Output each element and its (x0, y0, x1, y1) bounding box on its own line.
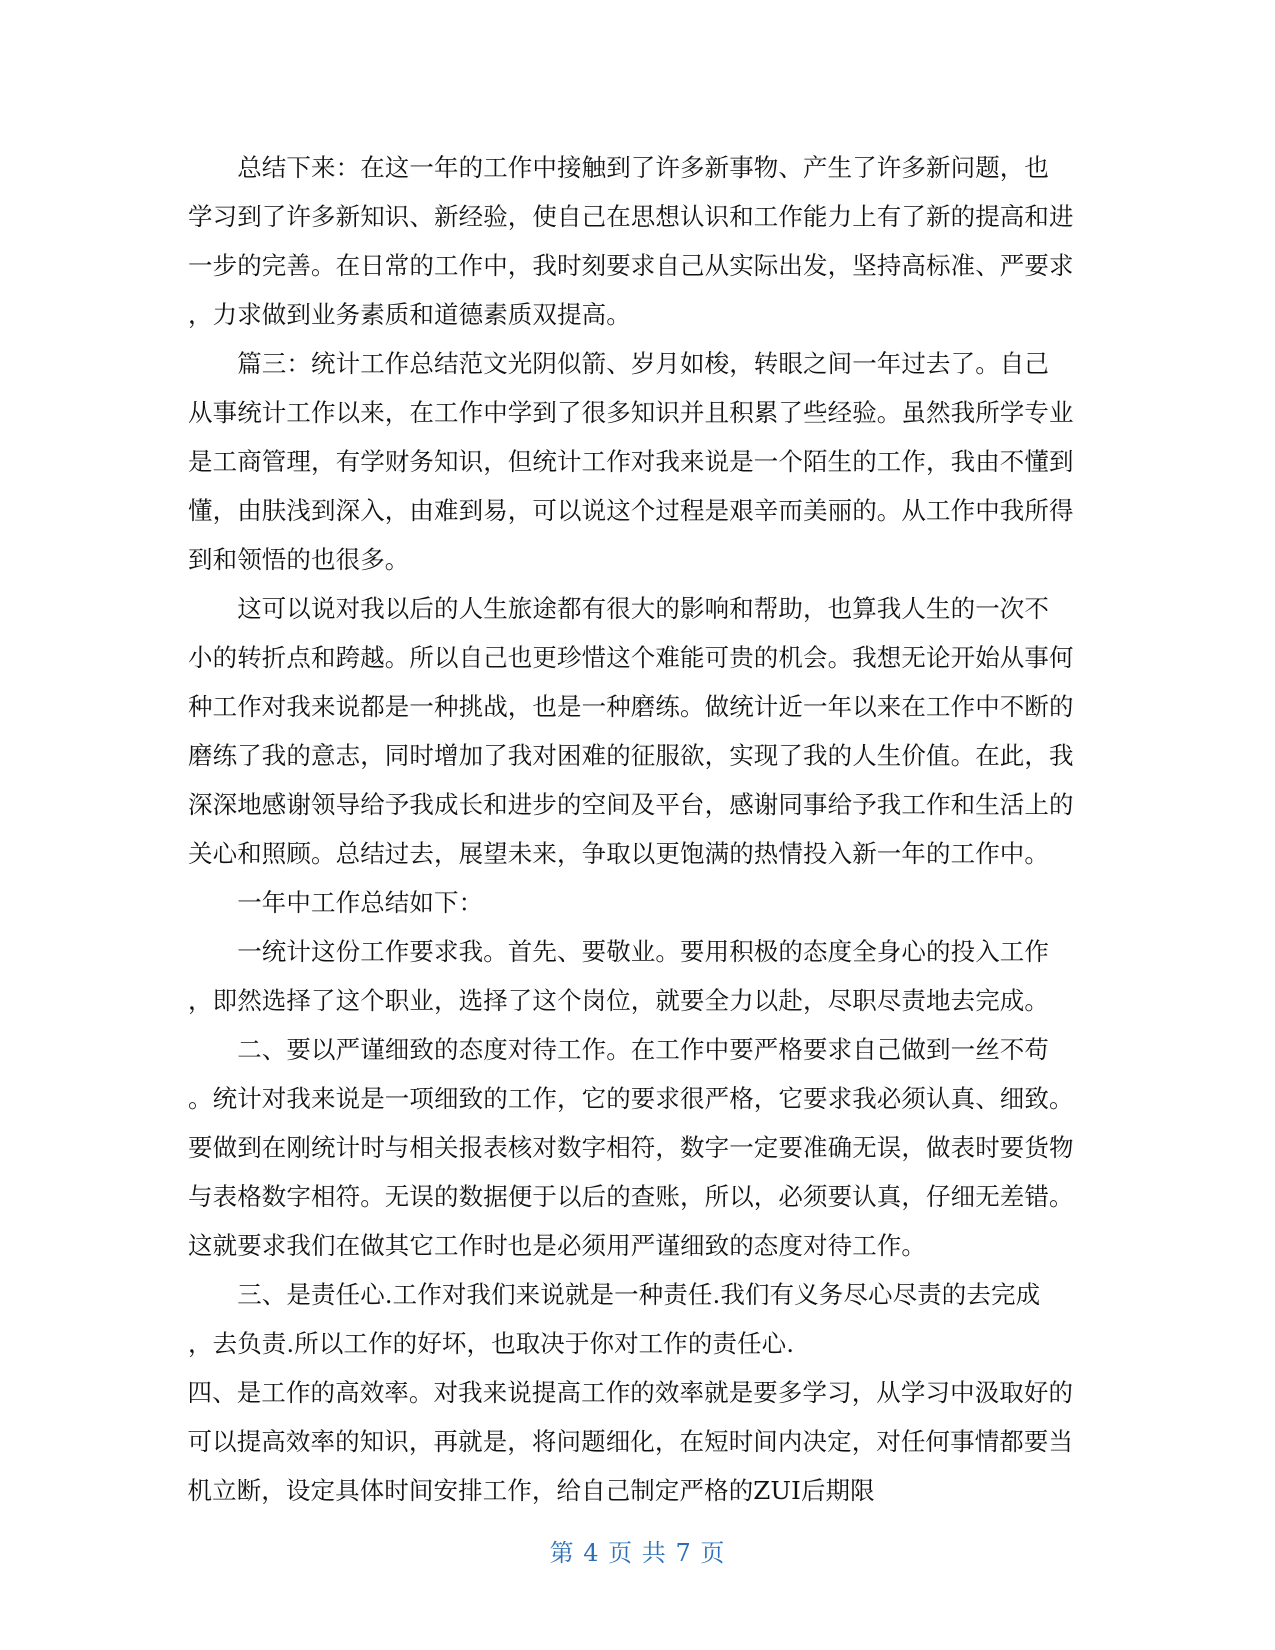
text-line: 一年中工作总结如下： (188, 888, 484, 917)
text-line: 三、是责任心.工作对我们来说就是一种责任.我们有义务尽心尽责的去完成 (188, 1280, 1041, 1309)
text-line: 总结下来：在这一年的工作中接触到了许多新事物、产生了许多新问题，也 (188, 153, 1049, 182)
text-line: 二、要以严谨细致的态度对待工作。在工作中要严格要求自己做到一丝不苟 (188, 1035, 1049, 1064)
paragraph-point-one (188, 927, 1088, 1025)
text-line: 关心和照顾。总结过去，展望未来，争取以更饱满的热情投入新一年的工作中。 (188, 839, 1049, 868)
text-line: 可以提高效率的知识，再就是，将问题细化，在短时间内决定，对任何事情都要当 (187, 1427, 1074, 1456)
text-line: 深深地感谢领导给予我成长和进步的空间及平台，感谢同事给予我工作和生活上的 (188, 790, 1074, 819)
text-line: 磨练了我的意志，同时增加了我对困难的征服欲，实现了我的人生价值。在此，我 (188, 741, 1074, 770)
text-line: 机立断，设定具体时间安排工作，给自己制定严格的ZUI后期限 (187, 1476, 875, 1505)
paragraph-chapter-three (188, 339, 1088, 584)
text-line: 从事统计工作以来，在工作中学到了很多知识并且积累了些经验。虽然我所学专业 (188, 398, 1074, 427)
paragraph-summary (188, 143, 1088, 339)
text-line: ，即然选择了这个职业，选择了这个岗位，就要全力以赴，尽职尽责地去完成。 (188, 986, 1049, 1015)
paragraph-point-two (188, 1025, 1088, 1270)
text-line: 小的转折点和跨越。所以自己也更珍惜这个难能可贵的机会。我想无论开始从事何 (188, 643, 1074, 672)
text-line: 是工商管理，有学财务知识，但统计工作对我来说是一个陌生的工作，我由不懂到 (188, 447, 1074, 476)
text-line: 一步的完善。在日常的工作中，我时刻要求自己从实际出发，坚持高标准、严要求 (188, 251, 1074, 280)
text-line: 一统计这份工作要求我。首先、要敬业。要用积极的态度全身心的投入工作 (188, 937, 1049, 966)
text-line: 这就要求我们在做其它工作时也是必须用严谨细致的态度对待工作。 (188, 1231, 926, 1260)
text-line: 学习到了许多新知识、新经验，使自己在思想认识和工作能力上有了新的提高和进 (188, 202, 1074, 231)
text-line: 四、是工作的高效率。对我来说提高工作的效率就是要多学习，从学习中汲取好的 (187, 1378, 1074, 1407)
text-line: ，力求做到业务素质和道德素质双提高。 (188, 300, 631, 329)
text-line: 。统计对我来说是一项细致的工作，它的要求很严格，它要求我必须认真、细致。 (188, 1084, 1074, 1113)
page-number-footer: 第 4 页 共 7 页 (549, 1539, 726, 1567)
text-line: 篇三：统计工作总结范文光阴似箭、岁月如梭，转眼之间一年过去了。自己 (188, 349, 1049, 378)
text-line: 要做到在刚统计时与相关报表核对数字相符，数字一定要准确无误，做表时要货物 (188, 1133, 1074, 1162)
text-line: 这可以说对我以后的人生旅途都有很大的影响和帮助，也算我人生的一次不 (188, 594, 1049, 623)
paragraph-life-journey (188, 584, 1088, 878)
paragraph-point-three (188, 1270, 1088, 1368)
paragraph-point-four (188, 1368, 1088, 1515)
document-body (188, 143, 1088, 1515)
text-line: 到和领悟的也很多。 (188, 545, 410, 574)
text-line: 与表格数字相符。无误的数据便于以后的查账，所以，必须要认真，仔细无差错。 (188, 1182, 1074, 1211)
text-line: 种工作对我来说都是一种挑战，也是一种磨练。做统计近一年以来在工作中不断的 (188, 692, 1074, 721)
text-line: ，去负责.所以工作的好坏，也取决于你对工作的责任心. (188, 1329, 795, 1358)
paragraph-summary-intro (188, 878, 1088, 927)
text-line: 懂，由肤浅到深入，由难到易，可以说这个过程是艰辛而美丽的。从工作中我所得 (188, 496, 1074, 525)
